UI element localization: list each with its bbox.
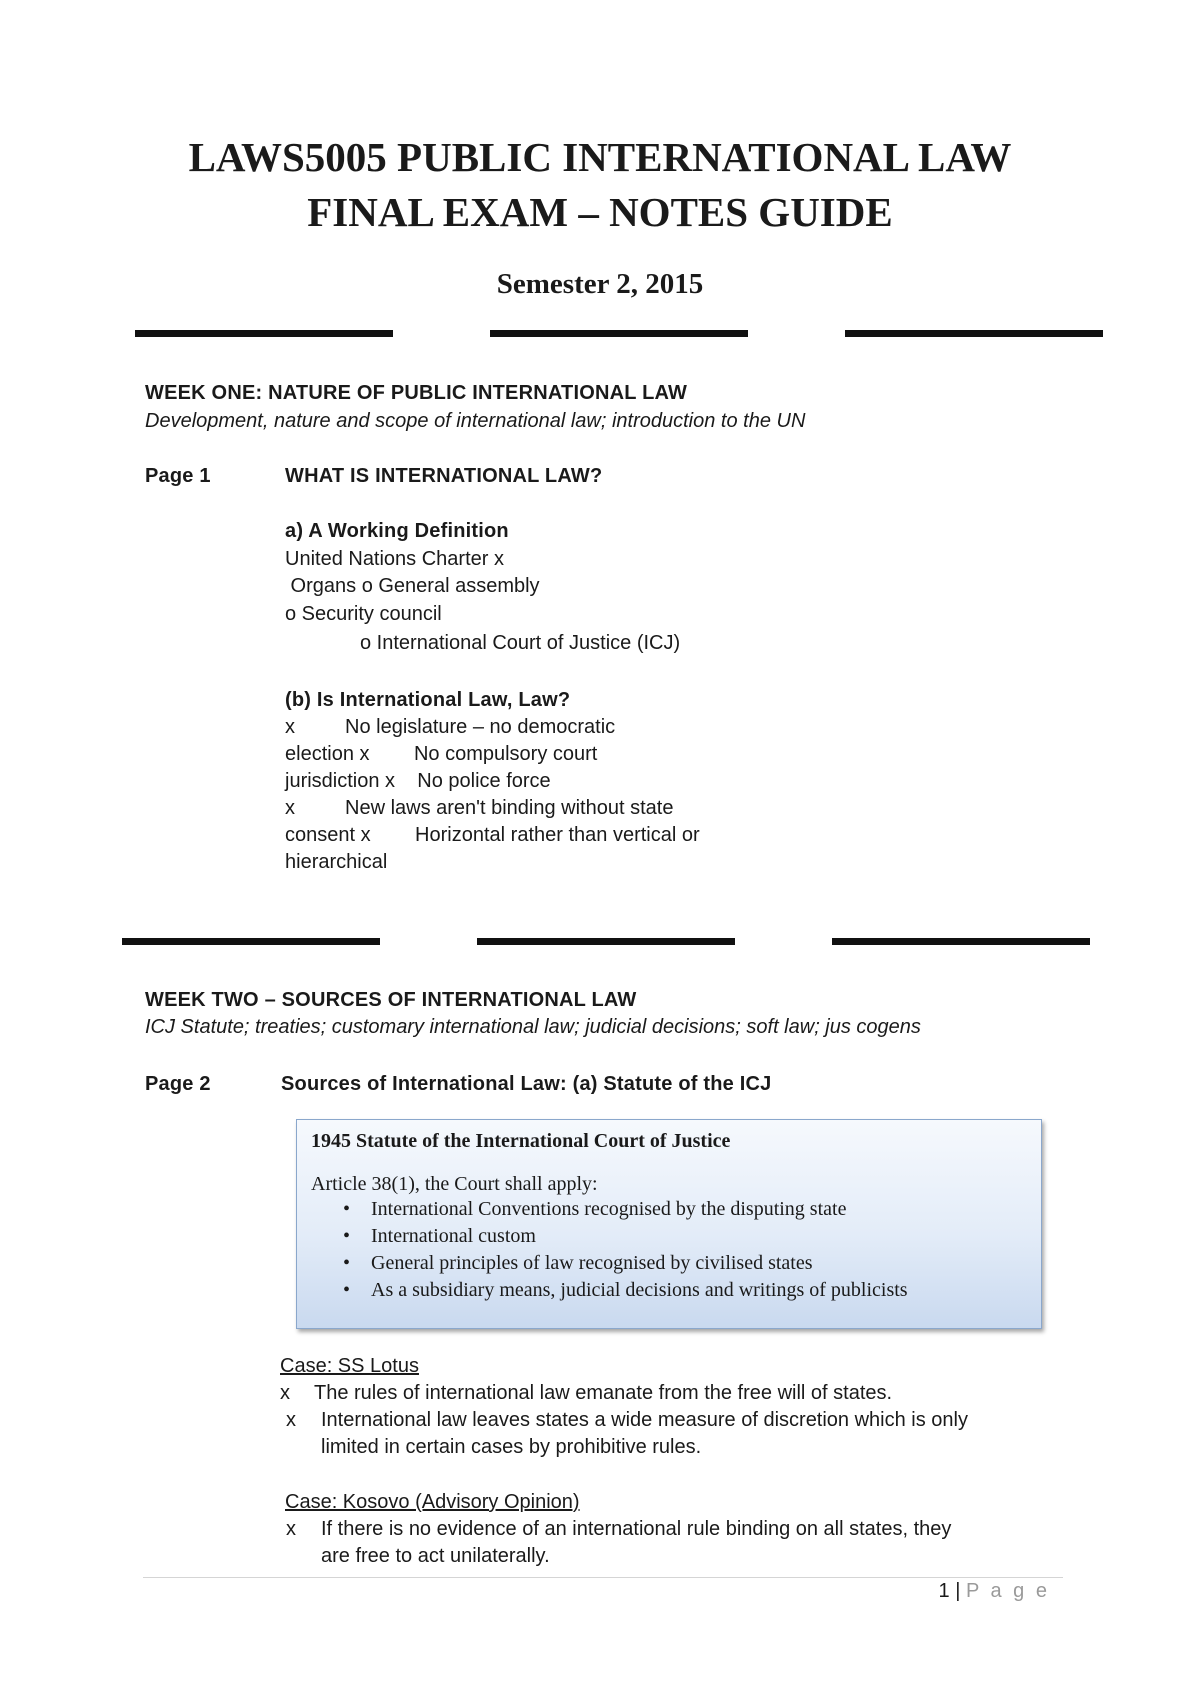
section-b-line: election x No compulsory court	[285, 743, 598, 765]
section-a-title: a) A Working Definition	[285, 520, 509, 542]
case-lotus-bullet: The rules of international law emanate from the free will of states.	[314, 1382, 893, 1404]
section-a-line: Organs o General assembly	[285, 575, 540, 597]
statute-item: • As a subsidiary means, judicial decisions and writings of publicists	[371, 1277, 1027, 1304]
bullet-glyph: x	[286, 1518, 296, 1540]
divider-bar	[845, 330, 1103, 337]
page-1-label: Page 1	[145, 465, 211, 487]
divider-bar	[477, 938, 735, 945]
section-a-line: o International Court of Justice (ICJ)	[360, 632, 681, 654]
section-b-line: x New laws aren't binding without state	[285, 797, 674, 819]
divider-bar	[122, 938, 380, 945]
week-one-subheading: Development, nature and scope of international law; introduction to the UN	[145, 410, 806, 432]
section-b-line: jurisdiction x No police force	[285, 770, 551, 792]
case-kosovo-bullet: If there is no evidence of an international rule binding on all states, they	[321, 1518, 952, 1540]
week-two-subheading: ICJ Statute; treaties; customary international law; judicial decisions; soft law; jus cogens	[145, 1016, 921, 1038]
page-footer	[900, 1580, 1050, 1603]
divider-bar	[832, 938, 1090, 945]
document-title-line-2: FINAL EXAM – NOTES GUIDE	[307, 189, 893, 235]
semester-label: Semester 2, 2015	[496, 268, 704, 300]
footer-divider	[143, 1577, 1063, 1578]
statute-title: 1945 Statute of the International Court of Justice	[311, 1130, 731, 1152]
page-separator: |	[955, 1580, 961, 1602]
statute-item: • General principles of law recognised by civilised states	[371, 1250, 1027, 1277]
page-word: P a g e	[965, 1580, 1050, 1602]
statute-intro: Article 38(1), the Court shall apply:	[311, 1173, 598, 1195]
section-a-line: o Security council	[285, 603, 442, 625]
week-one-heading: WEEK ONE: NATURE OF PUBLIC INTERNATIONAL LAW	[145, 382, 688, 404]
bullet-glyph: x	[280, 1382, 290, 1404]
case-kosovo-title: Case: Kosovo (Advisory Opinion)	[285, 1491, 580, 1513]
document-title-line-1: LAWS5005 PUBLIC INTERNATIONAL LAW	[188, 134, 1012, 180]
week-two-heading: WEEK TWO – SOURCES OF INTERNATIONAL LAW	[145, 989, 637, 1011]
statute-item: • International Conventions recognised by the disputing state	[371, 1196, 1027, 1223]
case-lotus-bullet: International law leaves states a wide measure of discretion which is only	[321, 1409, 968, 1431]
statute-item: • International custom	[371, 1223, 1027, 1250]
case-lotus-title: Case: SS Lotus	[280, 1355, 419, 1377]
page-2-title: Sources of International Law: (a) Statute of the ICJ	[281, 1073, 772, 1095]
page-2-label: Page 2	[145, 1073, 211, 1095]
divider-bar	[135, 330, 393, 337]
section-b-line: consent x Horizontal rather than vertical or	[285, 824, 700, 846]
statute-list	[311, 1196, 1027, 1304]
section-b-line: hierarchical	[285, 851, 388, 873]
case-kosovo-bullet: are free to act unilaterally.	[321, 1545, 550, 1567]
section-b-line: x No legislature – no democratic	[285, 716, 616, 738]
divider-bar	[490, 330, 748, 337]
section-a-line: United Nations Charter x	[285, 548, 504, 570]
section-b-title: (b) Is International Law, Law?	[285, 689, 571, 711]
case-lotus-bullet: limited in certain cases by prohibitive rules.	[321, 1436, 702, 1458]
page-number: 1	[938, 1580, 950, 1602]
page-1-title: WHAT IS INTERNATIONAL LAW?	[285, 465, 603, 487]
bullet-glyph: x	[286, 1409, 296, 1431]
statute-callout-box	[296, 1119, 1042, 1329]
